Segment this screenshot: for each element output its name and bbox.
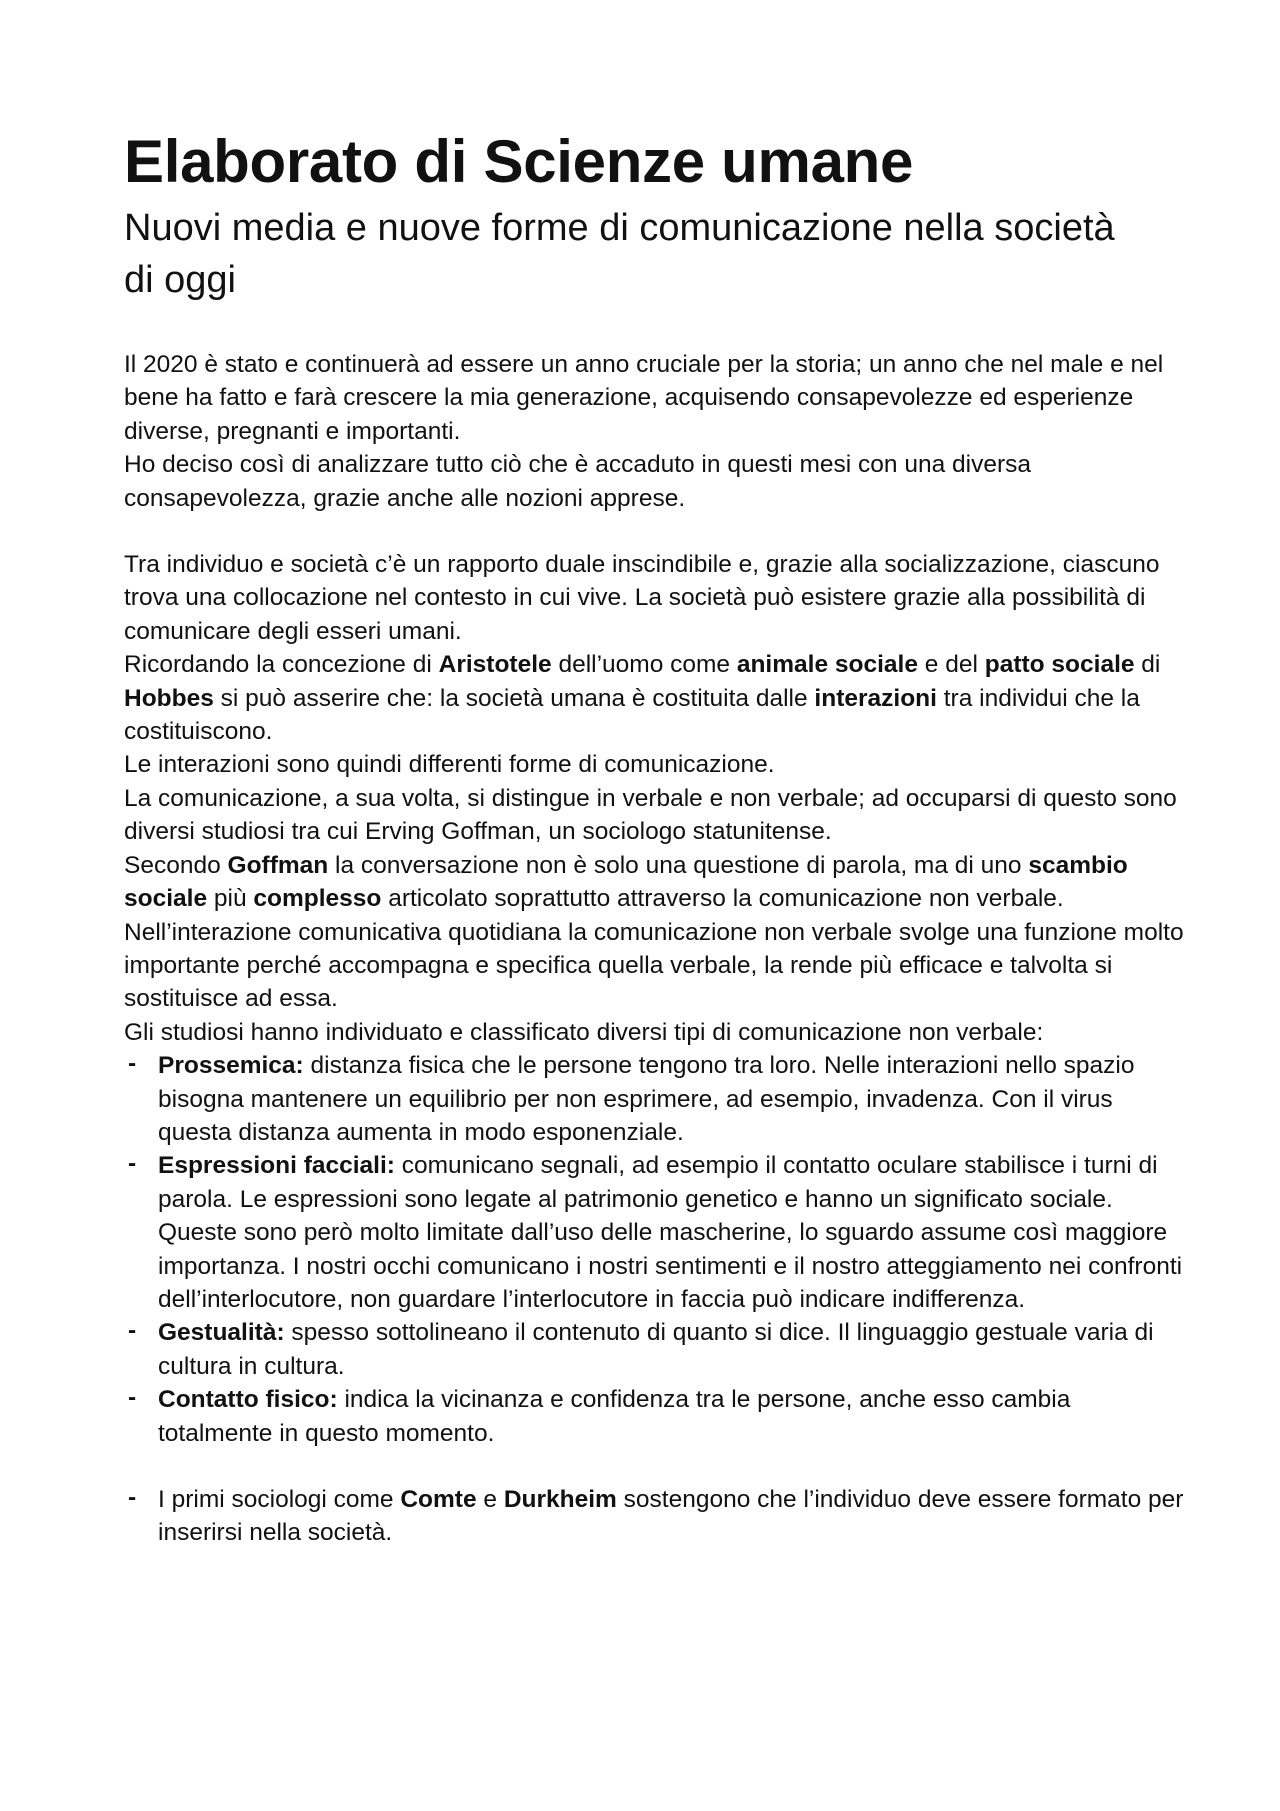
keyword-comte: Comte xyxy=(400,1486,477,1513)
body-sentence-5: Secondo Goffman la conversazione non è solo una questione di parola, ma di uno scambio sociale più complesso articolato soprattutto attraverso la comunicazione non verbale. xyxy=(124,851,1128,913)
list-item-term: Prossemica: xyxy=(158,1052,304,1080)
keyword-scambio-sociale: scambio sociale xyxy=(124,851,1128,913)
keyword-goffman: Goffman xyxy=(227,851,329,879)
list-item: - I primi sociologi come Comte e Durkheim sostengono che l’individuo deve essere formato per inserirsi nella società. xyxy=(124,1483,1184,1550)
list-item-term: Gestualità: xyxy=(158,1319,285,1347)
document-title: Elaborato di Scienze umane xyxy=(124,128,914,195)
keyword-complesso: complesso xyxy=(253,885,382,913)
list-item xyxy=(124,1383,1184,1450)
body-sentence-3: Le interazioni sono quindi differenti forme di comunicazione. xyxy=(124,751,775,779)
body-sentence-1: Tra individuo e società c’è un rapporto duale inscindibile e, grazie alla socializzazione, ciascuno trova una collocazione nel contesto in cui vive. La società può esistere grazie alla possibilità di comunicare degli esseri umani. xyxy=(124,551,1160,645)
keyword-animale-sociale: animale sociale xyxy=(736,651,918,679)
body-sentence-7: Gli studiosi hanno individuato e classificato diversi tipi di comunicazione non verbale: xyxy=(124,1018,1044,1046)
list-item xyxy=(124,1049,1184,1149)
keyword-durkheim: Durkheim xyxy=(503,1486,617,1513)
body-sentence-6: Nell’interazione comunicativa quotidiana la comunicazione non verbale svolge una funzione molto importante perché accompagna e specifica quella verbale, la rende più efficace e talvolta si sostituisce ad essa. xyxy=(124,918,1184,1013)
bullet-dash: - xyxy=(128,1484,137,1511)
body-paragraph xyxy=(124,548,1184,1049)
bullet-dash: - xyxy=(128,1317,137,1345)
intro-paragraph xyxy=(124,348,1184,515)
body-sentence-4: La comunicazione, a sua volta, si distingue in verbale e non verbale; ad occuparsi di questo sono diversi studiosi tra cui Erving Goffman, un sociologo statunitense. xyxy=(124,784,1177,846)
bullet-dash: - xyxy=(128,1050,137,1078)
nonverbal-types-list xyxy=(124,1049,1184,1450)
keyword-patto-sociale: patto sociale xyxy=(984,651,1135,679)
list-item-text: spesso sottolineano il contenuto di quanto si dice. Il linguaggio gestuale varia di cultura in cultura. xyxy=(158,1319,1154,1380)
list-item-text: comunicano segnali, ad esempio il contatto oculare stabilisce i turni di parola. Le espressioni sono legate al patrimonio genetico e hanno un significato sociale. Queste sono però molto limitate dall’uso delle mascherine, lo sguardo assume così maggiore importanza. I nostri occhi comunicano i nostri sentimenti e il nostro atteggiamento nei confronti dell’interlocutore, non guardare l’interlocutore in faccia può indicare indifferenza. xyxy=(158,1152,1183,1313)
sociologists-list xyxy=(124,1483,1184,1550)
body-sentence-2: Ricordando la concezione di Aristotele dell’uomo come animale sociale e del patto sociale di Hobbes si può asserire che: la società umana è costituita dalle interazioni tra individui che la costituiscono. xyxy=(124,651,1161,746)
list-item xyxy=(124,1149,1184,1316)
list-item-term: Espressioni facciali: xyxy=(158,1152,395,1180)
keyword-aristotele: Aristotele xyxy=(438,651,552,679)
list-item-text: indica la vicinanza e confidenza tra le persone, anche esso cambia totalmente in questo momento. xyxy=(158,1386,1071,1447)
intro-sentence-1: Il 2020 è stato e continuerà ad essere un anno cruciale per la storia; un anno che nel male e nel bene ha fatto e farà crescere la mia generazione, acquisendo consapevolezze ed esperienze diverse, pregnanti e importanti. xyxy=(124,351,1164,445)
list-item-text: distanza fisica che le persone tengono tra loro. Nelle interazioni nello spazio bisogna mantenere un equilibrio per non esprimere, ad esempio, invadenza. Con il virus questa distanza aumenta in modo esponenziale. xyxy=(158,1052,1135,1146)
bullet-dash: - xyxy=(128,1384,137,1412)
list-item-term: Contatto fisico: xyxy=(158,1386,338,1414)
list-item xyxy=(124,1316,1184,1383)
keyword-interazioni: interazioni xyxy=(814,684,937,712)
document-page xyxy=(124,128,1184,1550)
document-subtitle: Nuovi media e nuove forme di comunicazione nella società di oggi xyxy=(124,207,1115,301)
bullet-dash: - xyxy=(128,1150,137,1178)
keyword-hobbes: Hobbes xyxy=(124,684,214,712)
intro-sentence-2: Ho deciso così di analizzare tutto ciò che è accaduto in questi mesi con una diversa consapevolezza, grazie anche alle nozioni apprese. xyxy=(124,451,1032,512)
